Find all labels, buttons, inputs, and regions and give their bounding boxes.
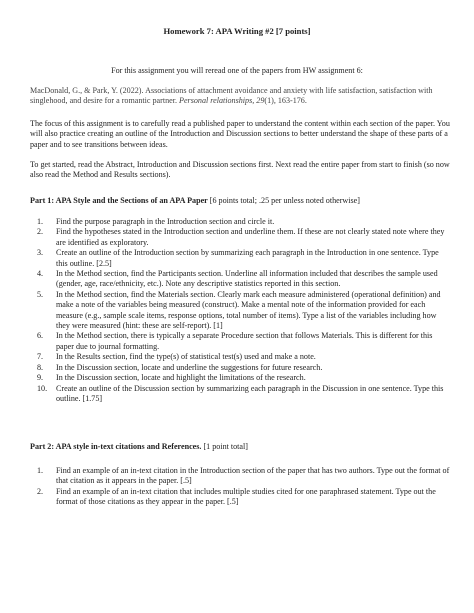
list-item-number: 10.	[37, 383, 48, 393]
document-title: Homework 7: APA Writing #2 [7 points]	[163, 26, 311, 36]
list-item-text: Create an outline of the Discussion section by summarizing each paragraph in the Discussion in one sentence. Type this outline. [1.75]	[56, 383, 444, 403]
list-item-number: 7.	[37, 352, 44, 362]
list-item-number: 1.	[37, 466, 44, 475]
list-item-text: In the Method section, find the Participants section. Underline all information included that describes the sample used (gender, age, race/ethnicity, etc.). Note any descriptive statistics reported in this section.	[56, 269, 438, 289]
list-item-text: In the Discussion section, locate and highlight the limitations of the research.	[56, 373, 306, 383]
list-item	[30, 290, 450, 332]
list-item-number: 9.	[37, 373, 44, 383]
focus-paragraph: The focus of this assignment is to carefully read a published paper to understand the content within each section of the paper. You will also practice creating an outline of the Introduction and Discussion sections to better understand the shape of these parts of a paper and to see transitions between ideas.	[30, 119, 450, 149]
list-item-number: 2.	[37, 227, 44, 237]
start-paragraph: To get started, read the Abstract, Introduction and Discussion sections first. Next read the entire paper from start to finish (so now also read the Method and Results sections).	[30, 160, 450, 180]
list-item	[30, 373, 450, 383]
list-item-number: 4.	[37, 269, 44, 279]
list-item-number: 6.	[37, 331, 44, 341]
list-item-number: 1.	[37, 217, 44, 226]
citation-authors-title: MacDonald, G., & Park, Y. (2022). Associations of attachment avoidance and anxiety with life satisfaction, satisfaction with singlehood, and desire for a romantic partner.	[30, 86, 433, 106]
reference-citation	[30, 86, 450, 107]
part1-list	[30, 217, 450, 404]
list-item	[30, 384, 450, 405]
intro-line: For this assignment you will reread one of the papers from HW assignment 6:	[111, 66, 363, 75]
list-item	[30, 248, 450, 269]
part2-heading-title: Part 2: APA style in-text citations and References.	[30, 442, 202, 451]
part2-heading	[30, 442, 450, 452]
citation-journal: Personal relationships, 29	[179, 96, 265, 106]
list-item-text: In the Results section, find the type(s) of statistical test(s) used and make a note.	[56, 352, 316, 362]
list-item-text: In the Method section, find the Materials section. Clearly mark each measure administered (operational definition) and make a note of the variables being measured (construct). Make a mental note of the information provided for each measure (e.g., sample scale items, response options, total number of items). Type a list of the variables including how they were measured (hint: these are self-report). [1]	[56, 289, 441, 331]
list-item	[30, 487, 450, 508]
list-item	[30, 352, 450, 362]
list-item-number: 3.	[37, 248, 44, 258]
list-item	[30, 269, 450, 290]
list-item-text: Find an example of an in-text citation in the Introduction section of the paper that has two authors. Type out the format of that citation as it appears in the paper. [.5]	[56, 466, 450, 486]
list-item-text: Create an outline of the Introduction section by summarizing each paragraph in the Introduction in one sentence. Type this outline. [2.5]	[56, 248, 439, 268]
list-item	[30, 466, 450, 487]
list-item	[30, 217, 450, 227]
list-item-number: 5.	[37, 289, 44, 299]
list-item	[30, 363, 450, 373]
part1-heading	[30, 196, 450, 206]
citation-pages: (1), 163-176.	[264, 96, 307, 106]
part2-list	[30, 466, 450, 508]
list-item	[30, 227, 450, 248]
list-item-text: Find an example of an in-text citation that includes multiple studies cited for one paraphrased statement. Type out the format of those citations as they appear in the paper. [.5]	[56, 486, 436, 507]
list-item-text: Find the purpose paragraph in the Introduction section and circle it.	[56, 217, 275, 226]
list-item	[30, 331, 450, 352]
list-item-text: In the Discussion section, locate and underline the suggestions for future research.	[56, 362, 323, 372]
list-item-text: In the Method section, there is typically a separate Procedure section that follows Materials. This is different for this paper due to journal formatting.	[56, 331, 433, 351]
list-item-number: 2.	[37, 486, 44, 496]
list-item-number: 8.	[37, 362, 44, 372]
list-item-text: Find the hypotheses stated in the Introduction section and underline them. If these are not clearly stated note where they are identified as exploratory.	[56, 227, 445, 247]
part1-points: [6 points total; .25 per unless noted otherwise]	[207, 196, 360, 205]
part1-heading-title: Part 1: APA Style and the Sections of an APA Paper	[30, 196, 208, 205]
part2-points: [1 point total]	[201, 442, 248, 451]
